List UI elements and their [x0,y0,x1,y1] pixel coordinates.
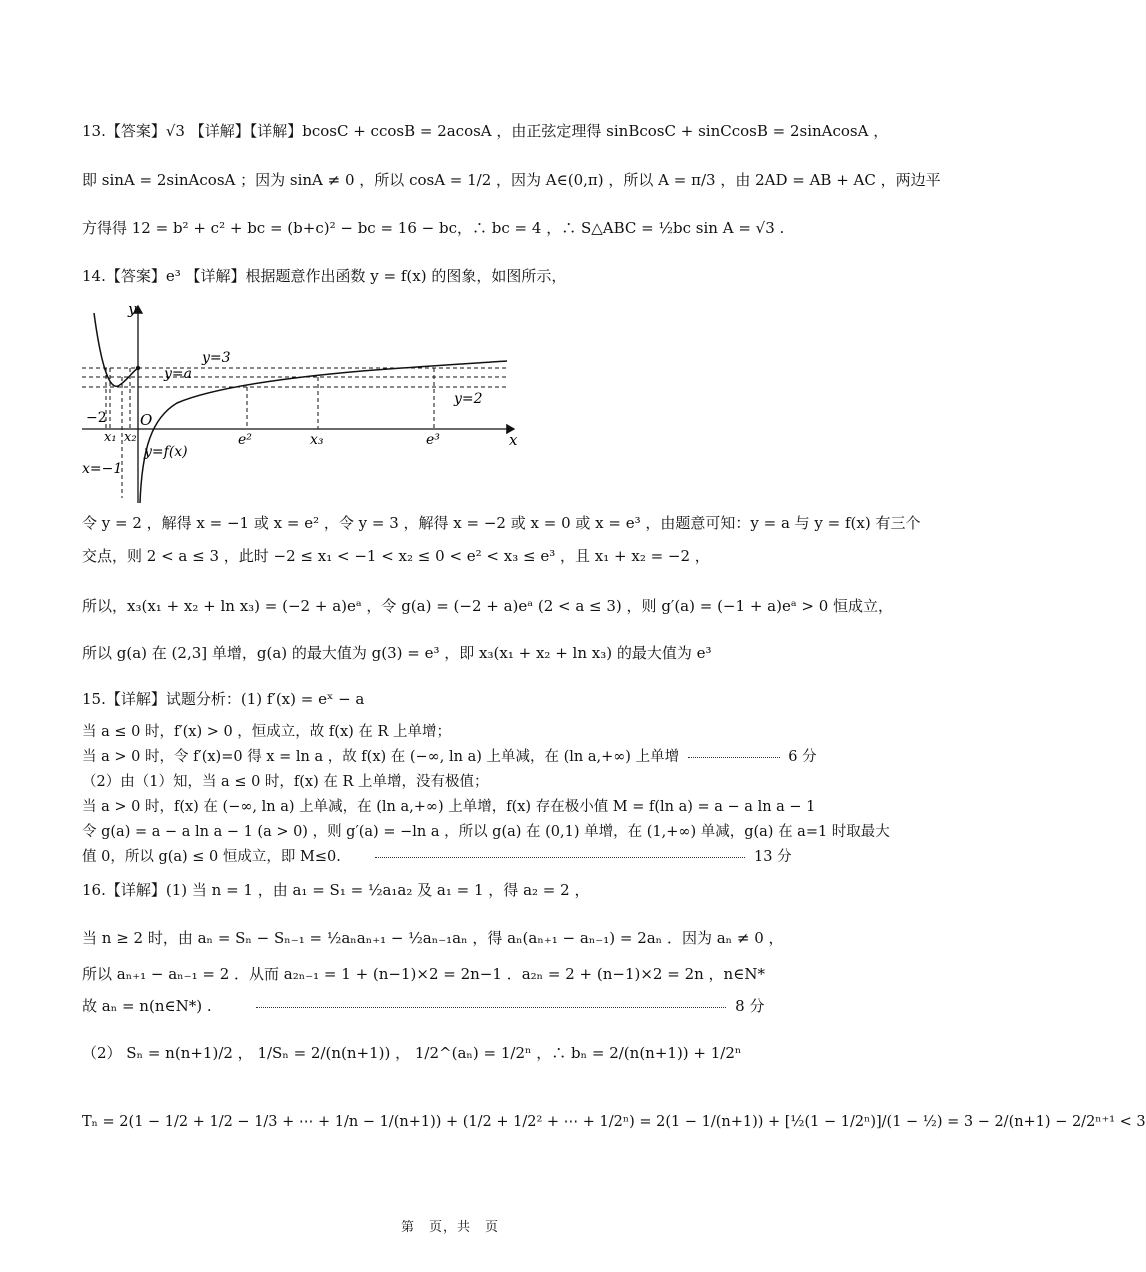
label-e3: e³ [426,432,440,448]
label-neg2: −2 [86,410,107,426]
q16-line1: 16.【详解】(1) 当 n = 1 ，由 a₁ = S₁ = ½a₁a₂ 及 a₁ = 1 ，得 a₂ = 2 ， [82,881,590,899]
score-leader [375,857,745,858]
function-graph [82,298,522,508]
curve-left [94,313,138,386]
q15-line5: 当 a > 0 时，f(x) 在 (−∞, ln a) 上单减，在 (ln a,+∞) 上单增，f(x) 存在极小值 M = f(ln a) = a − a ln a − 1 [82,799,816,815]
q15-line1: 15.【详解】试题分析：(1) f′(x) = eˣ − a [82,690,365,708]
q15-line3-score: 6 分 [788,749,817,765]
q15-line7-text: 值 0，所以 g(a) ≤ 0 恒成立，即 M≤0. [82,849,341,865]
score-leader [688,757,780,758]
q16-line5: （2） Sₙ = n(n+1)/2 ， 1/Sₙ = 2/(n(n+1)) ， 1/2^(aₙ) = 1/2ⁿ ，∴ bₙ = 2/(n(n+1)) + 1/2ⁿ [82,1044,742,1062]
label-func: y=f(x) [144,444,188,460]
q15-line6: 令 g(a) = a − a ln a − 1 (a > 0) ，则 g′(a) = −ln a ，所以 g(a) 在 (0,1) 单增，在 (1,+∞) 单减，g(a) 在 a=1 时取最大 [82,824,890,840]
q15-line7-score: 13 分 [754,849,792,865]
q15-line3 [82,747,817,767]
origin-label: O [140,411,153,429]
q14-line4: 所以，x₃(x₁ + x₂ + ln x₃) = (−2 + a)eᵃ ，令 g(a) = (−2 + a)eᵃ (2 < a ≤ 3) ，则 g′(a) = (−1 + a)eᵃ > 0 恒成立， [82,597,894,615]
q14-line3: 交点，则 2 < a ≤ 3 ，此时 −2 ≤ x₁ < −1 < x₂ ≤ 0 < e² < x₃ ≤ e³ ，且 x₁ + x₂ = −2 ， [82,547,710,565]
q16-line4-score: 8 分 [735,997,765,1015]
q15-line4: （2）由（1）知，当 a ≤ 0 时，f(x) 在 R 上单增，没有极值； [82,774,489,790]
label-ya: y=a [164,366,192,382]
q13-line3: 方得得 12 = b² + c² + bc = (b+c)² − bc = 16 − bc，∴ bc = 4 ，∴ S△ABC = ½bc sin A = √3 . [82,219,785,237]
label-y3: y=3 [202,350,231,366]
label-x2: x₂ [124,430,137,445]
score-leader [256,1007,726,1008]
q15-line2: 当 a ≤ 0 时，f′(x) > 0 ，恒成立，故 f(x) 在 R 上单增； [82,724,452,740]
q13-line1: 13.【答案】√3 【详解】【详解】bcosC + ccosB = 2acosA ，由正弦定理得 sinBcosC + sinCcosB = 2sinAcosA ， [82,122,889,140]
point-0-3 [136,366,140,370]
q16-line6: Tₙ = 2(1 − 1/2 + 1/2 − 1/3 + ⋯ + 1/n − 1/(n+1)) + (1/2 + 1/2² + ⋯ + 1/2ⁿ) = 2(1 − 1/(n+1)) + [½(1 − 1/2ⁿ)]/(1 − ½) = 3 − 2/(n+1) − 2/2ⁿ⁺¹ < 3 [82,1114,1146,1130]
q15-line3-text: 当 a > 0 时，令 f′(x)=0 得 x = ln a ，故 f(x) 在 (−∞, ln a) 上单减，在 (ln a,+∞) 上单增 [82,749,680,765]
y-axis-label: y [128,300,137,318]
label-e2: e² [238,432,252,448]
q16-line3: 所以 aₙ₊₁ − aₙ₋₁ = 2 ．从而 a₂ₙ₋₁ = 1 + (n−1)×2 = 2n−1 ．a₂ₙ = 2 + (n−1)×2 = 2n ，n∈N* [82,965,765,983]
q16-line4-text: 故 aₙ = n(n∈N*) . [82,997,212,1015]
q15-line7 [82,847,792,867]
q16-line4 [82,996,764,1016]
q13-line2: 即 sinA = 2sinAcosA ；因为 sinA ≠ 0 ，所以 cosA = 1/2 ，因为 A∈(0,π) ，所以 A = π/3 ，由 2AD = AB + AC ，两边平 [82,171,941,189]
q14-line2: 令 y = 2 ，解得 x = −1 或 x = e² ，令 y = 3 ，解得 x = −2 或 x = 0 或 x = e³ ，由题意可知：y = a 与 y = f(x) 有三个 [82,514,921,532]
label-y2: y=2 [454,391,483,407]
label-neg1: x=−1 [82,461,123,477]
q14-line1: 14.【答案】e³ 【详解】根据题意作出函数 y = f(x) 的图象，如图所示， [82,267,567,285]
page-footer: 第 页，共 页 [400,1220,499,1235]
label-x1: x₁ [104,430,117,445]
label-x3: x₃ [310,432,324,448]
q14-line5: 所以 g(a) 在 (2,3] 单增，g(a) 的最大值为 g(3) = e³ ，即 x₃(x₁ + x₂ + ln x₃) 的最大值为 e³ [82,644,712,662]
x-axis-label: x [509,431,518,449]
q16-line2: 当 n ≥ 2 时，由 aₙ = Sₙ − Sₙ₋₁ = ½aₙaₙ₊₁ − ½aₙ₋₁aₙ ，得 aₙ(aₙ₊₁ − aₙ₋₁) = 2aₙ ．因为 aₙ ≠ 0 ， [82,929,784,947]
